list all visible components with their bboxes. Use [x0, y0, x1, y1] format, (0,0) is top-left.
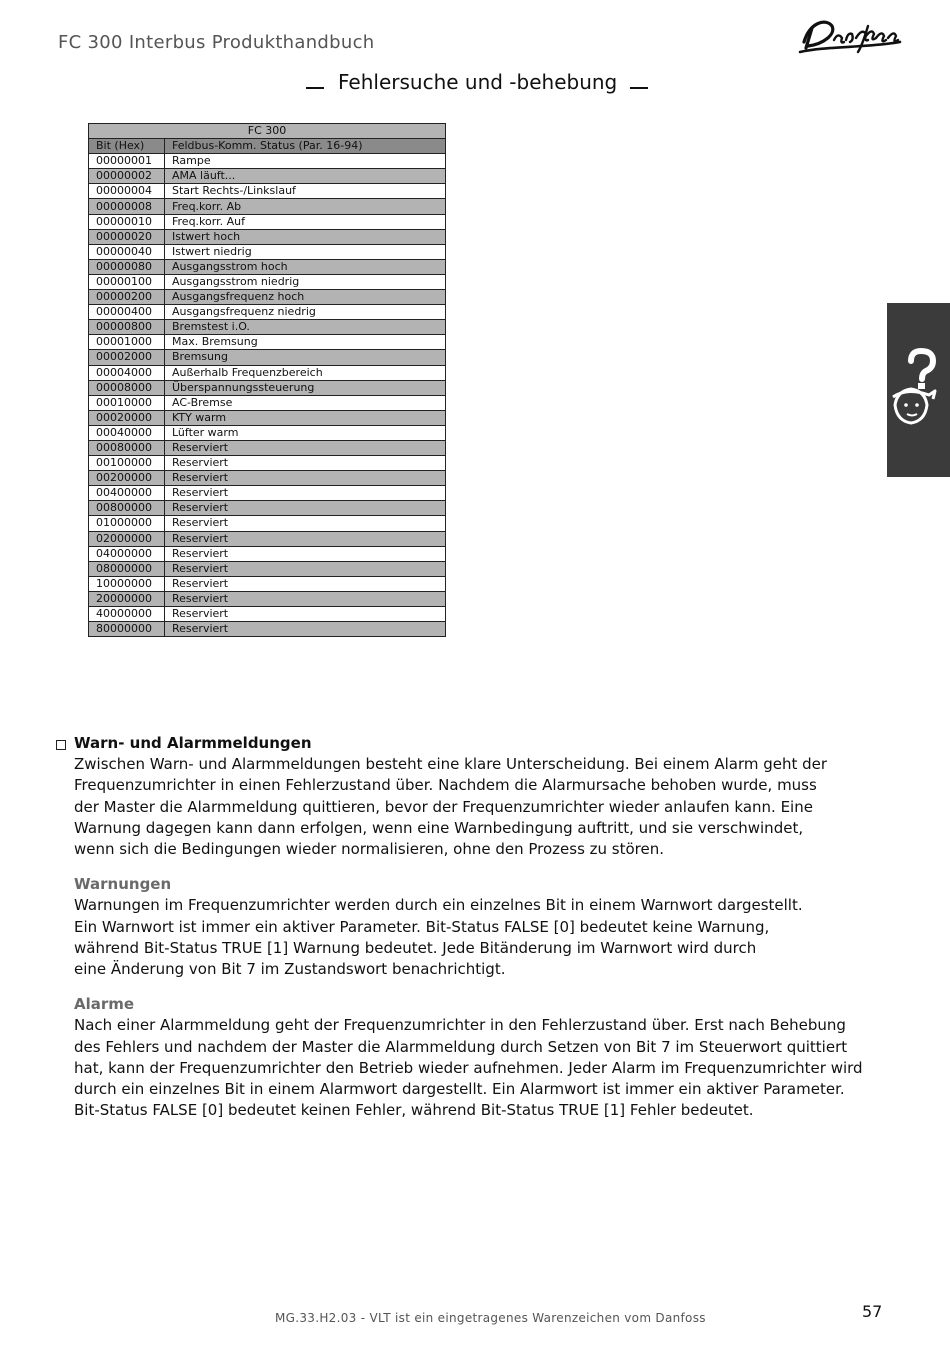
bit-hex-cell: 01000000 — [89, 516, 165, 531]
status-description-cell: Reserviert — [165, 591, 446, 606]
status-description-cell: Reserviert — [165, 531, 446, 546]
table-row — [89, 199, 446, 214]
bit-hex-cell: 02000000 — [89, 531, 165, 546]
alarme-heading: Alarme — [74, 995, 135, 1014]
status-description-cell: Reserviert — [165, 576, 446, 591]
bit-hex-cell: 00000002 — [89, 169, 165, 184]
status-description-cell: KTY warm — [165, 410, 446, 425]
table-row — [89, 471, 446, 486]
bit-hex-cell: 00010000 — [89, 395, 165, 410]
bit-hex-cell: 00020000 — [89, 410, 165, 425]
text-line: Frequenzumrichter in einen Fehlerzustand über. Nachdem die Alarmursache behoben wurde, muss — [74, 776, 817, 795]
table-row — [89, 154, 446, 169]
status-description-cell: Ausgangsstrom hoch — [165, 259, 446, 274]
bit-hex-cell: 00002000 — [89, 350, 165, 365]
warnungen-paragraph — [74, 895, 874, 980]
alarme-paragraph — [74, 1015, 874, 1121]
table-row — [89, 365, 446, 380]
warn-alarm-heading: Warn- und Alarmmeldungen — [74, 734, 312, 752]
table-row — [89, 425, 446, 440]
table-row — [89, 410, 446, 425]
bit-hex-cell: 00000001 — [89, 154, 165, 169]
bit-hex-cell: 00001000 — [89, 335, 165, 350]
table-header-row — [89, 139, 446, 154]
status-description-cell: Reserviert — [165, 486, 446, 501]
bit-hex-cell: 00000010 — [89, 214, 165, 229]
bit-hex-cell: 00400000 — [89, 486, 165, 501]
warnungen-heading: Warnungen — [74, 875, 172, 894]
status-description-cell: Rampe — [165, 154, 446, 169]
table-row — [89, 290, 446, 305]
table-row — [89, 576, 446, 591]
status-description-cell: Max. Bremsung — [165, 335, 446, 350]
footer-text: MG.33.H2.03 - VLT ist ein eingetragenes Warenzeichen vom Danfoss — [275, 1311, 706, 1325]
bit-hex-cell: 00000020 — [89, 229, 165, 244]
table-row — [89, 456, 446, 471]
troubleshooting-side-tab — [887, 303, 950, 477]
bit-hex-cell: 80000000 — [89, 622, 165, 637]
status-description-cell: Reserviert — [165, 607, 446, 622]
table-row — [89, 395, 446, 410]
bit-hex-cell: 00000400 — [89, 305, 165, 320]
bit-hex-cell: 00000800 — [89, 320, 165, 335]
text-line: eine Änderung von Bit 7 im Zustandswort benachrichtigt. — [74, 960, 506, 979]
intro-paragraph — [74, 754, 874, 860]
text-line: Warnung dagegen kann dann erfolgen, wenn eine Warnbedingung auftritt, und sie verschwindet, — [74, 818, 804, 837]
text-line: Zwischen Warn- und Alarmmeldungen besteht eine klare Unterscheidung. Bei einem Alarm geht der — [74, 755, 828, 774]
status-description-cell: Ausgangsfrequenz hoch — [165, 290, 446, 305]
column-header-bit: Bit (Hex) — [89, 139, 165, 154]
table-row — [89, 244, 446, 259]
status-description-cell: Freq.korr. Ab — [165, 199, 446, 214]
status-description-cell: AC-Bremse — [165, 395, 446, 410]
bit-hex-cell: 00200000 — [89, 471, 165, 486]
bit-hex-cell: 00000080 — [89, 259, 165, 274]
status-description-cell: Reserviert — [165, 456, 446, 471]
status-description-cell: Reserviert — [165, 501, 446, 516]
table-row — [89, 274, 446, 289]
table-row — [89, 184, 446, 199]
text-line: wenn sich die Bedingungen wieder normalisieren, ohne den Prozess zu stören. — [74, 840, 665, 859]
bit-hex-cell: 00008000 — [89, 380, 165, 395]
text-line: hat, kann der Frequenzumrichter den Betrieb wieder aufnehmen. Jeder Alarm im Frequenzumrichter wird — [74, 1058, 863, 1077]
status-description-cell: Lüfter warm — [165, 425, 446, 440]
status-description-cell: Reserviert — [165, 561, 446, 576]
bit-hex-cell: 10000000 — [89, 576, 165, 591]
troubleshooting-question-icon — [887, 343, 950, 433]
bit-hex-cell: 00000008 — [89, 199, 165, 214]
text-line: Bit-Status FALSE [0] bedeutet keinen Fehler, während Bit-Status TRUE [1] Fehler bedeutet. — [74, 1101, 754, 1120]
column-header-status: Feldbus-Komm. Status (Par. 16-94) — [165, 139, 446, 154]
status-description-cell: Start Rechts-/Linkslauf — [165, 184, 446, 199]
table-row — [89, 561, 446, 576]
bit-hex-cell: 00000004 — [89, 184, 165, 199]
page-number: 57 — [862, 1302, 883, 1321]
heading-rule-right — [630, 87, 648, 89]
bit-hex-cell: 00080000 — [89, 440, 165, 455]
bit-hex-cell: 04000000 — [89, 546, 165, 561]
status-description-cell: Ausgangsstrom niedrig — [165, 274, 446, 289]
table-row — [89, 607, 446, 622]
section-heading-text: Fehlersuche und -behebung — [338, 70, 618, 94]
text-line: Ein Warnwort ist immer ein aktiver Parameter. Bit-Status FALSE [0] bedeutet keine Warnung, — [74, 917, 770, 936]
text-line: durch ein einzelnes Bit in einem Alarmwort dargestellt. Ein Alarmwort ist immer ein aktiver Parameter. — [74, 1080, 845, 1099]
bit-hex-cell: 00004000 — [89, 365, 165, 380]
status-description-cell: Reserviert — [165, 440, 446, 455]
status-description-cell: AMA läuft... — [165, 169, 446, 184]
heading-rule-left — [306, 87, 324, 89]
table-row — [89, 229, 446, 244]
table-row — [89, 546, 446, 561]
status-description-cell: Reserviert — [165, 546, 446, 561]
bit-hex-cell: 00800000 — [89, 501, 165, 516]
status-description-cell: Bremsung — [165, 350, 446, 365]
status-description-cell: Freq.korr. Auf — [165, 214, 446, 229]
text-line: des Fehlers und nachdem der Master die Alarmmeldung durch Setzen von Bit 7 im Steuerwort quittiert — [74, 1037, 848, 1056]
bit-hex-cell: 00100000 — [89, 456, 165, 471]
table-row — [89, 516, 446, 531]
warn-alarm-section — [74, 733, 874, 1121]
table-row — [89, 440, 446, 455]
status-description-cell: Reserviert — [165, 471, 446, 486]
table-row — [89, 486, 446, 501]
table-row — [89, 501, 446, 516]
status-description-cell: Reserviert — [165, 516, 446, 531]
table-row — [89, 531, 446, 546]
bit-hex-cell: 00040000 — [89, 425, 165, 440]
status-description-cell: Außerhalb Frequenzbereich — [165, 365, 446, 380]
text-line: Warnungen im Frequenzumrichter werden durch ein einzelnes Bit in einem Warnwort dargestellt. — [74, 896, 803, 915]
table-row — [89, 169, 446, 184]
status-description-cell: Ausgangsfrequenz niedrig — [165, 305, 446, 320]
table-caption-row — [89, 124, 446, 139]
status-description-cell: Überspannungssteuerung — [165, 380, 446, 395]
table-row — [89, 380, 446, 395]
bit-hex-cell: 00000100 — [89, 274, 165, 289]
table-row — [89, 214, 446, 229]
status-description-cell: Istwert hoch — [165, 229, 446, 244]
bit-hex-cell: 40000000 — [89, 607, 165, 622]
status-description-cell: Istwert niedrig — [165, 244, 446, 259]
table-row — [89, 622, 446, 637]
table-row — [89, 320, 446, 335]
status-description-cell: Bremstest i.O. — [165, 320, 446, 335]
table-row — [89, 305, 446, 320]
status-bit-table — [88, 123, 446, 637]
status-description-cell: Reserviert — [165, 622, 446, 637]
text-line: Nach einer Alarmmeldung geht der Frequenzumrichter in den Fehlerzustand über. Erst nach Behebung — [74, 1016, 846, 1035]
text-line: während Bit-Status TRUE [1] Warnung bedeutet. Jede Bitänderung im Warnwort wird durch — [74, 938, 757, 957]
document-title: FC 300 Interbus Produkthandbuch — [58, 32, 375, 53]
danfoss-logo — [796, 12, 902, 56]
bit-hex-cell: 08000000 — [89, 561, 165, 576]
table-row — [89, 259, 446, 274]
table-row — [89, 335, 446, 350]
bit-hex-cell: 00000040 — [89, 244, 165, 259]
bit-hex-cell: 20000000 — [89, 591, 165, 606]
text-line: der Master die Alarmmeldung quittieren, bevor der Frequenzumrichter wieder anlaufen kann. Eine — [74, 797, 813, 816]
table-row — [89, 591, 446, 606]
checkbox-icon — [56, 740, 66, 750]
table-row — [89, 350, 446, 365]
bit-hex-cell: 00000200 — [89, 290, 165, 305]
table-caption: FC 300 — [89, 124, 446, 139]
section-heading — [306, 70, 648, 94]
